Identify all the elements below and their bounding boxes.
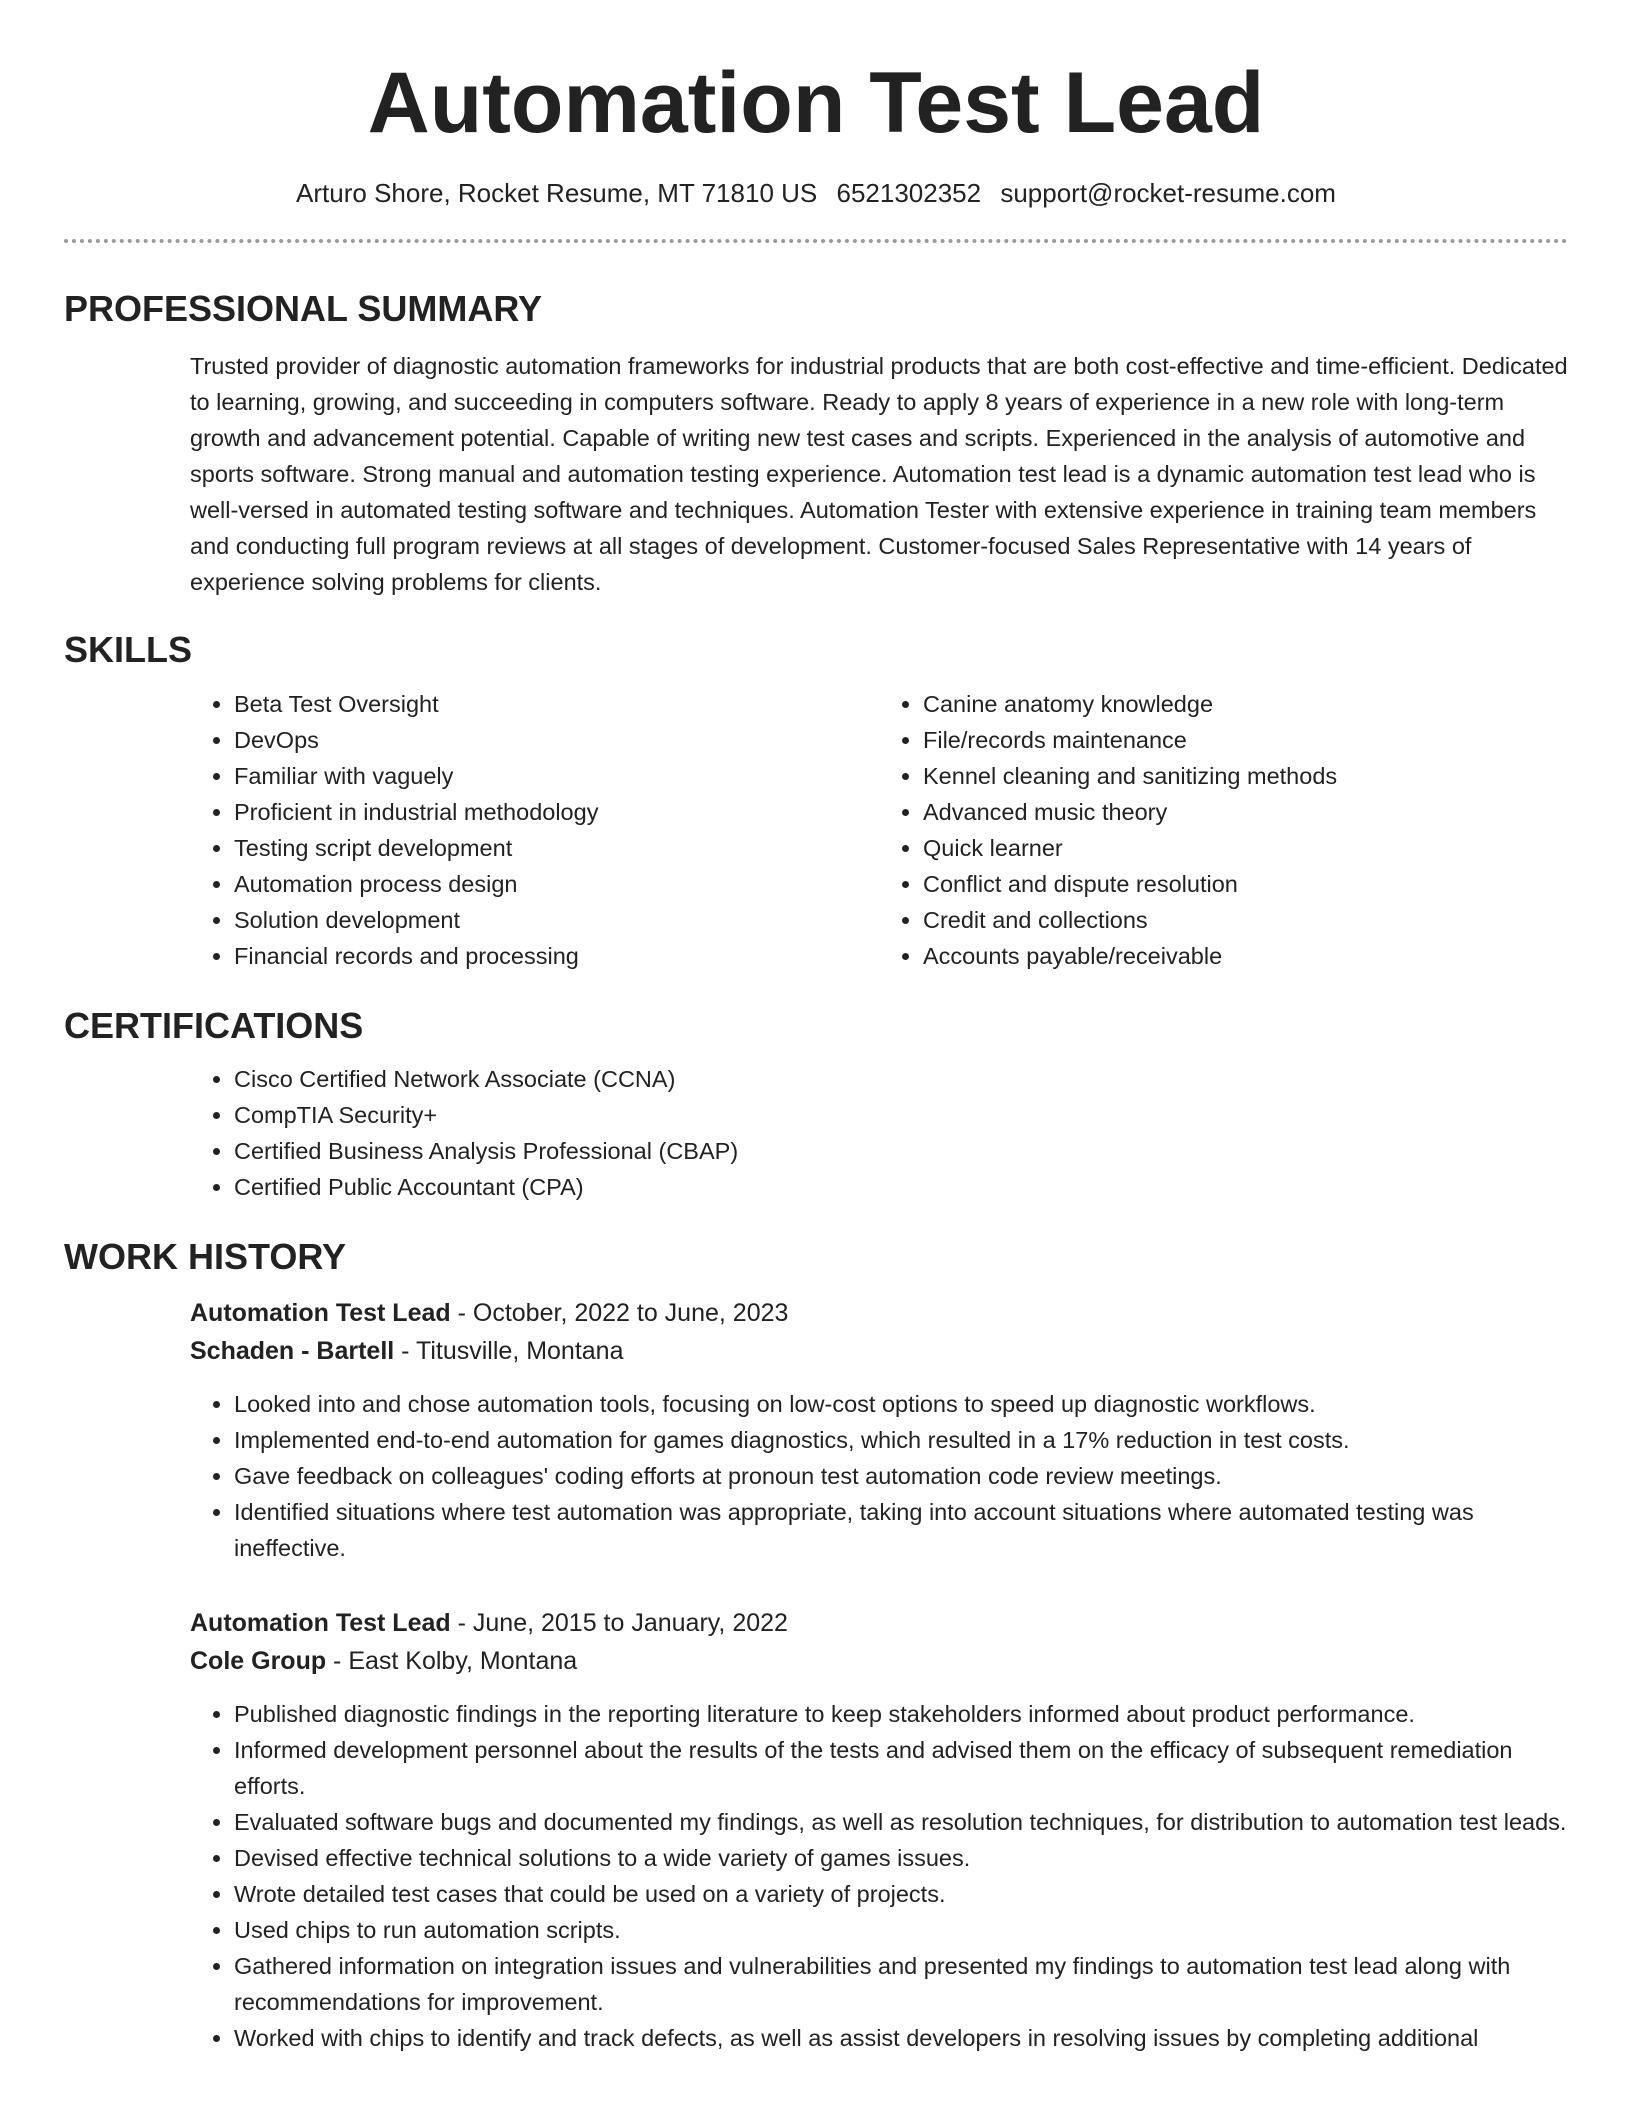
list-item: • Proficient in industrial methodology bbox=[234, 794, 879, 830]
list-item: • File/records maintenance bbox=[923, 722, 1568, 758]
list-item: • Quick learner bbox=[923, 830, 1568, 866]
certifications-heading: CERTIFICATIONS bbox=[64, 1004, 364, 1046]
job-role: Automation Test Lead bbox=[190, 1299, 451, 1328]
list-item: • Wrote detailed test cases that could be used on a variety of projects. bbox=[234, 1876, 1568, 1912]
list-item: • Gathered information on integration issues and vulnerabilities and presented my findings to automation test lead along with recommendations for improvement. bbox=[234, 1948, 1568, 2020]
job-entry bbox=[190, 1604, 1568, 2056]
list-item: • Credit and collections bbox=[923, 902, 1568, 938]
header-divider bbox=[64, 239, 1568, 243]
list-item: • Certified Business Analysis Professional (CBAP) bbox=[234, 1133, 1568, 1169]
list-item: • Devised effective technical solutions to a wide variety of games issues. bbox=[234, 1840, 1568, 1876]
job-entry bbox=[190, 1294, 1568, 1566]
list-item: • Worked with chips to identify and track defects, as well as assist developers in resolving issues by completing additional bbox=[234, 2020, 1568, 2056]
list-item: • Published diagnostic findings in the reporting literature to keep stakeholders informed about product performance. bbox=[234, 1696, 1568, 1732]
list-item: • Cisco Certified Network Associate (CCNA) bbox=[234, 1061, 1568, 1097]
list-item: • Automation process design bbox=[234, 866, 879, 902]
job-bullets bbox=[190, 1386, 1568, 1566]
list-item: • Evaluated software bugs and documented my findings, as well as resolution techniques, for distribution to automation test leads. bbox=[234, 1804, 1568, 1840]
job-company: Cole Group bbox=[190, 1647, 327, 1676]
skills-body bbox=[64, 686, 1568, 974]
list-item: • Gave feedback on colleagues' coding efforts at pronoun test automation code review meetings. bbox=[234, 1458, 1568, 1494]
work-history-body bbox=[64, 1294, 1568, 2056]
list-item: • Solution development bbox=[234, 902, 879, 938]
skills-columns bbox=[190, 686, 1568, 974]
list-item: • DevOps bbox=[234, 722, 879, 758]
skills-heading: SKILLS bbox=[64, 629, 193, 671]
list-item: • Identified situations where test automation was appropriate, taking into account situations where automated testing was ineffective. bbox=[234, 1494, 1568, 1566]
list-item: • Testing script development bbox=[234, 830, 879, 866]
job-company: Schaden - Bartell bbox=[190, 1337, 395, 1366]
contact-address: Arturo Shore, Rocket Resume, MT 71810 US bbox=[296, 178, 818, 209]
job-location: - Titusville, Montana bbox=[394, 1337, 624, 1366]
list-item: • Used chips to run automation scripts. bbox=[234, 1912, 1568, 1948]
contact-email: support@rocket-resume.com bbox=[1000, 178, 1336, 209]
list-item: • Informed development personnel about the results of the tests and advised them on the efficacy of subsequent remediation efforts. bbox=[234, 1732, 1568, 1804]
contact-line bbox=[64, 178, 1568, 209]
list-item: • Accounts payable/receivable bbox=[923, 938, 1568, 974]
summary-body bbox=[64, 348, 1568, 600]
work-history-heading: WORK HISTORY bbox=[64, 1235, 347, 1277]
list-item: • CompTIA Security+ bbox=[234, 1097, 1568, 1133]
job-role: Automation Test Lead bbox=[190, 1609, 451, 1638]
resume-title: Automation Test Lead bbox=[367, 55, 1265, 151]
job-dates: - June, 2015 to January, 2022 bbox=[450, 1609, 788, 1638]
list-item: • Looked into and chose automation tools, focusing on low-cost options to speed up diagnostic workflows. bbox=[234, 1386, 1568, 1422]
job-company-line bbox=[190, 1642, 1568, 1680]
list-item: • Financial records and processing bbox=[234, 938, 879, 974]
list-item: • Advanced music theory bbox=[923, 794, 1568, 830]
summary-heading: PROFESSIONAL SUMMARY bbox=[64, 288, 543, 330]
certifications-body bbox=[64, 1061, 1568, 1205]
job-location: - East Kolby, Montana bbox=[326, 1647, 578, 1676]
job-company-line bbox=[190, 1332, 1568, 1370]
contact-phone: 6521302352 bbox=[836, 178, 982, 209]
job-role-line bbox=[190, 1604, 1568, 1642]
job-role-line bbox=[190, 1294, 1568, 1332]
skills-right-column bbox=[879, 686, 1568, 974]
list-item: • Conflict and dispute resolution bbox=[923, 866, 1568, 902]
certifications-list bbox=[190, 1061, 1568, 1205]
skills-left-column bbox=[190, 686, 879, 974]
list-item: • Kennel cleaning and sanitizing methods bbox=[923, 758, 1568, 794]
list-item: • Familiar with vaguely bbox=[234, 758, 879, 794]
list-item: • Beta Test Oversight bbox=[234, 686, 879, 722]
list-item: • Canine anatomy knowledge bbox=[923, 686, 1568, 722]
job-bullets bbox=[190, 1696, 1568, 2056]
job-dates: - October, 2022 to June, 2023 bbox=[450, 1299, 789, 1328]
summary-text: Trusted provider of diagnostic automation frameworks for industrial products that are both cost-effective and time-efficient. Dedicated to learning, growing, and succeeding in computers software. Ready to apply 8 years of experience in a new role with long-term growth and advancement potential. Capable of writing new test cases and scripts. Experienced in the analysis of automotive and sports software. Strong manual and automation testing experience. Automation test lead is a dynamic automation test lead who is well-versed in automated testing software and techniques. Automation Tester with extensive experience in training team members and conducting full program reviews at all stages of development. Customer-focused Sales Representative with 14 years of experience solving problems for clients. bbox=[190, 353, 1568, 596]
list-item: • Certified Public Accountant (CPA) bbox=[234, 1169, 1568, 1205]
list-item: • Implemented end-to-end automation for games diagnostics, which resulted in a 17% reduction in test costs. bbox=[234, 1422, 1568, 1458]
